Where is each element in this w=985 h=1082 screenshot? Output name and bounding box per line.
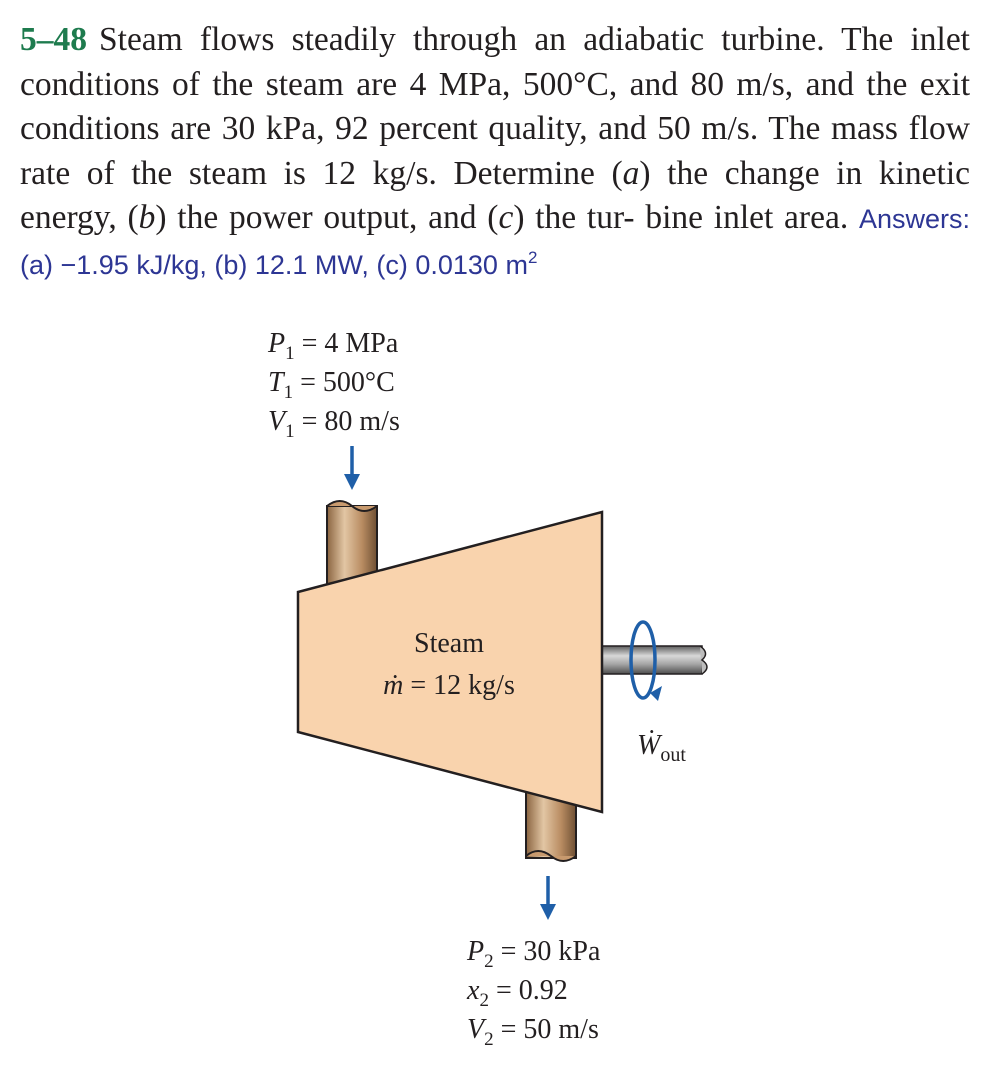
statement-line-3: the exit conditions are 30 kPa, 92 percent quality, and 50 m/s. [20,65,970,147]
part-a-label: a [622,154,640,192]
inlet-velocity-label: $V_1 = 80$ m/s [268,406,400,442]
exit-velocity-label: $V_2 = 50$ m/s [467,1014,599,1050]
statement-line-5b: change in kinetic energy, ( [20,154,970,236]
inlet-pressure-label: $P_1 = 4$ MPa [268,328,399,364]
inlet-temperature-label: $T_1 = 500^\circ C$ [268,367,395,403]
exit-arrow-icon [540,876,556,920]
statement-line-5d: ) the tur- [513,199,635,236]
statement-line-5c: ) the power output, and ( [155,199,499,236]
statement-line-4: The mass flow rate of the steam is 12 kg/s. Determine ( [20,110,970,192]
answers-superscript: 2 [527,247,538,267]
work-out-label: Ẇ$_{out}$ [637,730,686,766]
exit-quality-label: $x_2 = 0.92$ [467,975,568,1011]
statement-line-6: bine inlet area. [645,199,849,236]
part-c-label: c [498,199,514,236]
steam-label: Steam [414,628,484,659]
part-b-label: b [138,199,156,236]
statement-line-5a: ) the [639,154,709,192]
statement-line-1: Steam flows steadily through an adiabatic turbine. The [99,21,894,58]
exit-pressure-label: $P_2 = 30$ kPa [467,936,601,972]
inlet-arrow-icon [344,446,360,490]
problem-number: 5–48 [20,21,87,58]
answers-value: Answers: (a) −1.95 kJ/kg, (b) 12.1 MW, (c) 0.0130 m [20,204,970,280]
statement-line-2: inlet conditions of the steam are 4 MPa, 500°C, and 80 m/s, and [20,21,970,103]
mass-flow-label: ṁ = 12 kg/s [383,670,515,701]
